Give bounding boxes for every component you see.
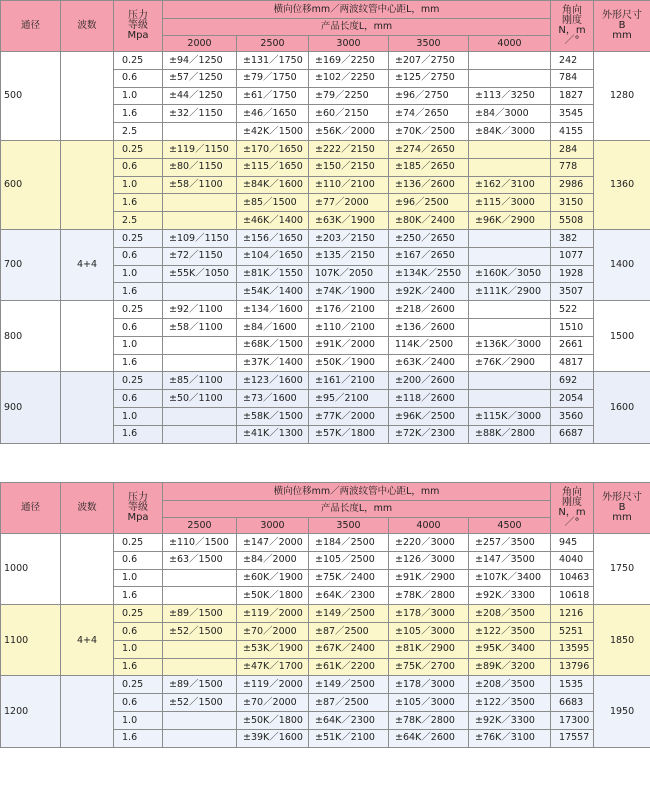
pressure-cell: 1.6 <box>114 587 163 605</box>
value-cell: ±63／1500 <box>163 551 237 569</box>
value-cell: ±104／1650 <box>237 247 309 265</box>
header-length-1: 2500 <box>163 518 237 534</box>
pressure-cell: 2.5 <box>114 212 163 230</box>
pressure-cell: 1.6 <box>114 729 163 747</box>
angular-stiffness-cell: 1077 <box>551 247 594 265</box>
dn-cell: 1000 <box>1 534 61 605</box>
value-cell: ±184／2500 <box>309 534 389 552</box>
value-cell: ±105／2500 <box>309 551 389 569</box>
waves-cell <box>61 301 114 372</box>
value-cell: ±50K／1900 <box>309 354 389 372</box>
value-cell: ±50／1100 <box>163 390 237 408</box>
value-cell <box>469 140 551 158</box>
value-cell: ±119／2000 <box>237 605 309 623</box>
header-waves: 波数 <box>61 483 114 534</box>
angular-stiffness-cell: 692 <box>551 372 594 390</box>
value-cell: ±208／3500 <box>469 676 551 694</box>
angular-stiffness-cell: 2661 <box>551 336 594 354</box>
value-cell <box>163 711 237 729</box>
value-cell <box>469 229 551 247</box>
value-cell: ±37K／1400 <box>237 354 309 372</box>
value-cell: ±61K／2200 <box>309 658 389 676</box>
angular-stiffness-cell: 5508 <box>551 212 594 230</box>
pressure-cell: 0.25 <box>114 372 163 390</box>
value-cell: ±81K／2900 <box>389 640 469 658</box>
value-cell <box>163 194 237 212</box>
outer-dimension-cell: 1600 <box>594 372 650 443</box>
value-cell: ±178／3000 <box>389 676 469 694</box>
value-cell: ±85／1500 <box>237 194 309 212</box>
value-cell: ±136／2600 <box>389 176 469 194</box>
value-cell: ±208／3500 <box>469 605 551 623</box>
table-row <box>1 229 650 247</box>
table-header <box>1 1 650 52</box>
value-cell: ±85／1100 <box>163 372 237 390</box>
value-cell: ±60K／1900 <box>237 569 309 587</box>
pressure-cell: 0.6 <box>114 694 163 712</box>
value-cell: ±176／2100 <box>309 301 389 319</box>
angular-stiffness-cell: 5251 <box>551 622 594 640</box>
angular-stiffness-cell: 10618 <box>551 587 594 605</box>
value-cell: ±53K／1900 <box>237 640 309 658</box>
angular-stiffness-cell: 1216 <box>551 605 594 623</box>
value-cell: ±92K／3300 <box>469 587 551 605</box>
value-cell <box>163 640 237 658</box>
value-cell: ±32／1150 <box>163 105 237 123</box>
value-cell: ±110／2100 <box>309 176 389 194</box>
pressure-cell: 0.25 <box>114 229 163 247</box>
pressure-cell: 1.6 <box>114 658 163 676</box>
value-cell: ±73／1600 <box>237 390 309 408</box>
pressure-cell: 1.0 <box>114 640 163 658</box>
pressure-cell: 0.25 <box>114 140 163 158</box>
outer-dimension-cell: 1400 <box>594 229 650 300</box>
value-cell: ±122／3500 <box>469 694 551 712</box>
value-cell: ±58／1100 <box>163 176 237 194</box>
angular-stiffness-cell: 1510 <box>551 318 594 336</box>
spec-table-bottom <box>0 482 650 748</box>
value-cell: ±58K／1500 <box>237 407 309 425</box>
value-cell: ±80／1150 <box>163 158 237 176</box>
dn-cell: 500 <box>1 52 61 141</box>
value-cell: ±134K／2550 <box>389 265 469 283</box>
value-cell: ±125／2750 <box>389 69 469 87</box>
table-body-bottom <box>1 534 650 748</box>
header-lateral: 横向位移mm／两波纹管中心距L，mm <box>163 483 551 501</box>
pressure-cell: 1.0 <box>114 711 163 729</box>
value-cell: ±76K／2900 <box>469 354 551 372</box>
angular-stiffness-cell: 3507 <box>551 283 594 301</box>
value-cell: ±126／3000 <box>389 551 469 569</box>
header-length-2: 2500 <box>237 36 309 52</box>
value-cell <box>469 52 551 70</box>
value-cell: ±51K／2100 <box>309 729 389 747</box>
header-length: 产品长度L，mm <box>163 19 551 36</box>
header-length: 产品长度L，mm <box>163 501 551 518</box>
header-length-4: 4000 <box>389 518 469 534</box>
value-cell: ±115K／3000 <box>469 407 551 425</box>
value-cell: ±81K／1550 <box>237 265 309 283</box>
outer-dimension-cell: 1850 <box>594 605 650 676</box>
angular-stiffness-cell: 17557 <box>551 729 594 747</box>
table-row <box>1 140 650 158</box>
value-cell: ±80K／2400 <box>389 212 469 230</box>
angular-stiffness-cell: 382 <box>551 229 594 247</box>
angular-stiffness-cell: 3545 <box>551 105 594 123</box>
header-length-5: 4500 <box>469 518 551 534</box>
value-cell: ±89／1500 <box>163 605 237 623</box>
angular-stiffness-cell: 3560 <box>551 407 594 425</box>
value-cell: ±147／2000 <box>237 534 309 552</box>
angular-stiffness-cell: 1928 <box>551 265 594 283</box>
pressure-cell: 0.6 <box>114 622 163 640</box>
waves-cell: 4+4 <box>61 605 114 676</box>
value-cell: ±64K／2300 <box>309 587 389 605</box>
value-cell <box>163 354 237 372</box>
value-cell: 107K／2050 <box>309 265 389 283</box>
waves-cell <box>61 676 114 747</box>
value-cell: ±109／1150 <box>163 229 237 247</box>
header-lateral: 横向位移mm／两波纹管中心距L，mm <box>163 1 551 19</box>
value-cell: ±113／3250 <box>469 87 551 105</box>
value-cell: ±135／2150 <box>309 247 389 265</box>
header-length-2: 3000 <box>237 518 309 534</box>
value-cell: ±72K／2300 <box>389 425 469 443</box>
waves-cell <box>61 534 114 605</box>
value-cell: ±56K／2000 <box>309 123 389 141</box>
header-pressure: 压力 等级 Mpa <box>114 1 163 52</box>
waves-cell <box>61 372 114 443</box>
pressure-cell: 0.6 <box>114 551 163 569</box>
header-length-5: 4000 <box>469 36 551 52</box>
value-cell: ±42K／1500 <box>237 123 309 141</box>
value-cell: ±77／2000 <box>309 194 389 212</box>
value-cell: ±57／1250 <box>163 69 237 87</box>
pressure-cell: 0.25 <box>114 301 163 319</box>
value-cell: ±105／3000 <box>389 694 469 712</box>
value-cell: ±79／1750 <box>237 69 309 87</box>
pressure-cell: 0.25 <box>114 52 163 70</box>
header-outer: 外形尺寸 B mm <box>594 1 650 52</box>
value-cell: ±91K／2000 <box>309 336 389 354</box>
value-cell: ±92K／2400 <box>389 283 469 301</box>
value-cell: ±50K／1800 <box>237 587 309 605</box>
value-cell <box>163 729 237 747</box>
angular-stiffness-cell: 2986 <box>551 176 594 194</box>
value-cell: ±91K／2900 <box>389 569 469 587</box>
angular-stiffness-cell: 1535 <box>551 676 594 694</box>
value-cell: 114K／2500 <box>389 336 469 354</box>
value-cell: ±134／1600 <box>237 301 309 319</box>
outer-dimension-cell: 1750 <box>594 534 650 605</box>
value-cell: ±96／2500 <box>389 194 469 212</box>
value-cell: ±110／2100 <box>309 318 389 336</box>
pressure-cell: 1.6 <box>114 194 163 212</box>
pressure-cell: 0.25 <box>114 605 163 623</box>
table-row <box>1 301 650 319</box>
dn-cell: 900 <box>1 372 61 443</box>
value-cell: ±111K／2900 <box>469 283 551 301</box>
value-cell: ±149／2500 <box>309 676 389 694</box>
value-cell: ±46／1650 <box>237 105 309 123</box>
pressure-cell: 1.6 <box>114 105 163 123</box>
angular-stiffness-cell: 784 <box>551 69 594 87</box>
dn-cell: 800 <box>1 301 61 372</box>
value-cell: ±58／1100 <box>163 318 237 336</box>
pressure-cell: 1.0 <box>114 87 163 105</box>
angular-stiffness-cell: 13595 <box>551 640 594 658</box>
outer-dimension-cell: 1500 <box>594 301 650 372</box>
value-cell: ±96K／2500 <box>389 407 469 425</box>
value-cell <box>163 283 237 301</box>
angular-stiffness-cell: 2054 <box>551 390 594 408</box>
header-dn: 通径 <box>1 483 61 534</box>
outer-dimension-cell: 1950 <box>594 676 650 747</box>
value-cell: ±39K／1600 <box>237 729 309 747</box>
value-cell: ±200／2600 <box>389 372 469 390</box>
value-cell: ±84／3000 <box>469 105 551 123</box>
dn-cell: 1100 <box>1 605 61 676</box>
value-cell: ±84K／1600 <box>237 176 309 194</box>
value-cell: ±131／1750 <box>237 52 309 70</box>
value-cell: ±220／3000 <box>389 534 469 552</box>
table-row <box>1 605 650 623</box>
value-cell: ±122／3500 <box>469 622 551 640</box>
value-cell <box>163 407 237 425</box>
value-cell: ±156／1650 <box>237 229 309 247</box>
value-cell: ±169／2250 <box>309 52 389 70</box>
pressure-cell: 1.0 <box>114 336 163 354</box>
angular-stiffness-cell: 10463 <box>551 569 594 587</box>
value-cell <box>163 212 237 230</box>
header-length-1: 2000 <box>163 36 237 52</box>
table-row <box>1 676 650 694</box>
pressure-cell: 0.6 <box>114 69 163 87</box>
value-cell: ±95／2100 <box>309 390 389 408</box>
pressure-cell: 0.6 <box>114 247 163 265</box>
value-cell: ±185／2650 <box>389 158 469 176</box>
value-cell: ±68K／1500 <box>237 336 309 354</box>
value-cell: ±70／2000 <box>237 694 309 712</box>
outer-dimension-cell: 1360 <box>594 140 650 229</box>
header-length-4: 3500 <box>389 36 469 52</box>
pressure-cell: 1.6 <box>114 354 163 372</box>
header-length-3: 3500 <box>309 518 389 534</box>
value-cell: ±63K／1900 <box>309 212 389 230</box>
value-cell: ±84／2000 <box>237 551 309 569</box>
value-cell: ±64K／2300 <box>309 711 389 729</box>
value-cell: ±119／2000 <box>237 676 309 694</box>
angular-stiffness-cell: 4040 <box>551 551 594 569</box>
value-cell: ±61／1750 <box>237 87 309 105</box>
pressure-cell: 0.25 <box>114 534 163 552</box>
value-cell: ±84／1600 <box>237 318 309 336</box>
value-cell: ±74／2650 <box>389 105 469 123</box>
value-cell <box>163 569 237 587</box>
value-cell: ±167／2650 <box>389 247 469 265</box>
value-cell: ±161／2100 <box>309 372 389 390</box>
value-cell: ±67K／2400 <box>309 640 389 658</box>
value-cell: ±75K／2700 <box>389 658 469 676</box>
value-cell <box>163 658 237 676</box>
pressure-cell: 0.6 <box>114 390 163 408</box>
header-pressure: 压力 等级 Mpa <box>114 483 163 534</box>
table-header <box>1 483 650 534</box>
value-cell: ±250／2650 <box>389 229 469 247</box>
angular-stiffness-cell: 6683 <box>551 694 594 712</box>
value-cell: ±274／2650 <box>389 140 469 158</box>
value-cell: ±88K／2800 <box>469 425 551 443</box>
header-angular: 角向 刚度 N，m／° <box>551 1 594 52</box>
value-cell: ±77K／2000 <box>309 407 389 425</box>
value-cell: ±95K／3400 <box>469 640 551 658</box>
angular-stiffness-cell: 778 <box>551 158 594 176</box>
value-cell: ±147／3500 <box>469 551 551 569</box>
value-cell: ±96K／2900 <box>469 212 551 230</box>
value-cell: ±72／1150 <box>163 247 237 265</box>
value-cell: ±78K／2800 <box>389 587 469 605</box>
value-cell: ±52／1500 <box>163 622 237 640</box>
value-cell: ±75K／2400 <box>309 569 389 587</box>
value-cell: ±123／1600 <box>237 372 309 390</box>
value-cell: ±70K／2500 <box>389 123 469 141</box>
value-cell: ±55K／1050 <box>163 265 237 283</box>
value-cell <box>469 372 551 390</box>
value-cell: ±63K／2400 <box>389 354 469 372</box>
value-cell: ±76K／3100 <box>469 729 551 747</box>
value-cell: ±222／2150 <box>309 140 389 158</box>
value-cell: ±44／1250 <box>163 87 237 105</box>
value-cell: ±218／2600 <box>389 301 469 319</box>
angular-stiffness-cell: 522 <box>551 301 594 319</box>
dn-cell: 700 <box>1 229 61 300</box>
dn-cell: 1200 <box>1 676 61 747</box>
value-cell: ±54K／1400 <box>237 283 309 301</box>
table-row <box>1 52 650 70</box>
table-body-top <box>1 52 650 444</box>
value-cell: ±107K／3400 <box>469 569 551 587</box>
value-cell: ±119／1150 <box>163 140 237 158</box>
pressure-cell: 0.6 <box>114 158 163 176</box>
value-cell: ±74K／1900 <box>309 283 389 301</box>
angular-stiffness-cell: 1827 <box>551 87 594 105</box>
value-cell: ±78K／2800 <box>389 711 469 729</box>
value-cell: ±118／2600 <box>389 390 469 408</box>
value-cell <box>469 318 551 336</box>
value-cell: ±170／1650 <box>237 140 309 158</box>
value-cell: ±102／2250 <box>309 69 389 87</box>
value-cell: ±89K／3200 <box>469 658 551 676</box>
value-cell: ±149／2500 <box>309 605 389 623</box>
header-waves: 波数 <box>61 1 114 52</box>
value-cell: ±64K／2600 <box>389 729 469 747</box>
value-cell: ±92／1100 <box>163 301 237 319</box>
table-row <box>1 534 650 552</box>
pressure-cell: 0.6 <box>114 318 163 336</box>
angular-stiffness-cell: 242 <box>551 52 594 70</box>
value-cell: ±96／2750 <box>389 87 469 105</box>
value-cell <box>163 336 237 354</box>
value-cell: ±87／2500 <box>309 694 389 712</box>
angular-stiffness-cell: 6687 <box>551 425 594 443</box>
angular-stiffness-cell: 3150 <box>551 194 594 212</box>
dn-cell: 600 <box>1 140 61 229</box>
value-cell: ±115／3000 <box>469 194 551 212</box>
value-cell: ±150／2150 <box>309 158 389 176</box>
value-cell: ±94／1250 <box>163 52 237 70</box>
header-outer: 外形尺寸 B mm <box>594 483 650 534</box>
table-row <box>1 372 650 390</box>
value-cell <box>469 301 551 319</box>
angular-stiffness-cell: 4817 <box>551 354 594 372</box>
pressure-cell: 1.0 <box>114 265 163 283</box>
waves-cell <box>61 140 114 229</box>
header-length-3: 3000 <box>309 36 389 52</box>
value-cell: ±136K／3000 <box>469 336 551 354</box>
pressure-cell: 1.0 <box>114 407 163 425</box>
value-cell: ±160K／3050 <box>469 265 551 283</box>
value-cell: ±178／3000 <box>389 605 469 623</box>
value-cell <box>469 247 551 265</box>
angular-stiffness-cell: 17300 <box>551 711 594 729</box>
value-cell: ±115／1650 <box>237 158 309 176</box>
value-cell <box>163 587 237 605</box>
pressure-cell: 0.25 <box>114 676 163 694</box>
value-cell: ±162／3100 <box>469 176 551 194</box>
waves-cell: 4+4 <box>61 229 114 300</box>
value-cell: ±79／2250 <box>309 87 389 105</box>
value-cell: ±52／1500 <box>163 694 237 712</box>
value-cell <box>469 390 551 408</box>
value-cell: ±60／2150 <box>309 105 389 123</box>
header-dn: 通径 <box>1 1 61 52</box>
value-cell: ±203／2150 <box>309 229 389 247</box>
value-cell <box>469 158 551 176</box>
value-cell: ±89／1500 <box>163 676 237 694</box>
value-cell: ±105／3000 <box>389 622 469 640</box>
value-cell: ±41K／1300 <box>237 425 309 443</box>
value-cell: ±57K／1800 <box>309 425 389 443</box>
value-cell <box>163 123 237 141</box>
value-cell: ±110／1500 <box>163 534 237 552</box>
value-cell <box>469 69 551 87</box>
pressure-cell: 2.5 <box>114 123 163 141</box>
pressure-cell: 1.6 <box>114 283 163 301</box>
value-cell: ±87／2500 <box>309 622 389 640</box>
angular-stiffness-cell: 4155 <box>551 123 594 141</box>
pressure-cell: 1.0 <box>114 176 163 194</box>
angular-stiffness-cell: 945 <box>551 534 594 552</box>
value-cell: ±136／2600 <box>389 318 469 336</box>
value-cell: ±46K／1400 <box>237 212 309 230</box>
pressure-cell: 1.0 <box>114 569 163 587</box>
outer-dimension-cell: 1280 <box>594 52 650 141</box>
waves-cell <box>61 52 114 141</box>
angular-stiffness-cell: 13796 <box>551 658 594 676</box>
pressure-cell: 1.6 <box>114 425 163 443</box>
value-cell: ±50K／1800 <box>237 711 309 729</box>
value-cell <box>163 425 237 443</box>
angular-stiffness-cell: 284 <box>551 140 594 158</box>
value-cell: ±84K／3000 <box>469 123 551 141</box>
value-cell: ±92K／3300 <box>469 711 551 729</box>
value-cell: ±257／3500 <box>469 534 551 552</box>
header-angular: 角向 刚度 N，m／° <box>551 483 594 534</box>
value-cell: ±207／2750 <box>389 52 469 70</box>
value-cell: ±70／2000 <box>237 622 309 640</box>
value-cell: ±47K／1700 <box>237 658 309 676</box>
